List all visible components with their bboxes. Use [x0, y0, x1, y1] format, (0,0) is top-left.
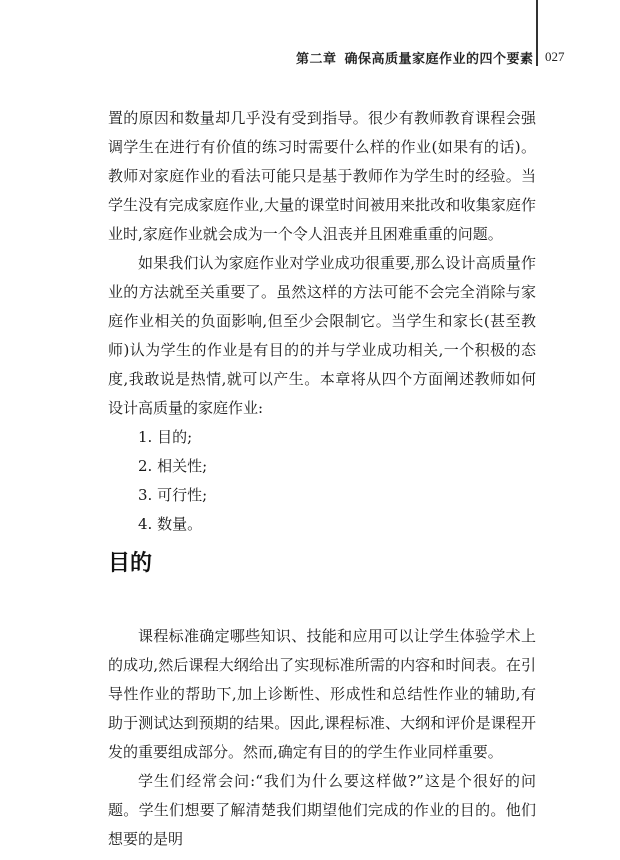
chapter-title: 确保高质量家庭作业的四个要素 — [344, 52, 534, 67]
paragraph: 置的原因和数量却几乎没有受到指导。很少有教师教育课程会强调学生在进行有价值的练习时需要什么样的作业(如果有的话)。教师对家庭作业的看法可能只是基于教师作为学生时的经验。当学生没有完成家庭作业,大量的课堂时间被用来批改和收集家庭作业时,家庭作业就会成为一个令人沮丧并且困难重重的问题。 — [108, 109, 536, 243]
paragraph: 学生们经常会问:“我们为什么要这样做?”这是个很好的问题。学生们想要了解清楚我们期望他们完成的作业的目的。他们想要的是明 — [108, 772, 536, 848]
intro-text — [108, 104, 536, 539]
page-number: 027 — [545, 49, 565, 64]
list-item: 4. 数量。 — [138, 515, 203, 533]
running-header — [296, 48, 534, 67]
section-heading: 目的 — [108, 551, 153, 576]
paragraph: 如果我们认为家庭作业对学业成功很重要,那么设计高质量作业的方法就至关重要了。虽然这样的方法可能不会完全消除与家庭作业相关的负面影响,但至少会限制它。当学生和家长(甚至教师)认为学生的作业是有目的的并与学业成功相关,一个积极的态度,我敢说是热情,就可以产生。本章将从四个方面阐述教师如何设计高质量的家庭作业: — [108, 254, 536, 417]
list-item: 2. 相关性; — [138, 457, 208, 475]
section-text — [108, 622, 536, 854]
chapter-label: 第二章 — [296, 52, 337, 67]
list-item: 1. 目的; — [138, 428, 193, 446]
header-divider — [536, 0, 538, 66]
element-list — [108, 423, 536, 539]
paragraph: 课程标准确定哪些知识、技能和应用可以让学生体验学术上的成功,然后课程大纲给出了实现标准所需的内容和时间表。在引导性作业的帮助下,加上诊断性、形成性和总结性作业的辅助,有助于测试达到预期的结果。因此,课程标准、大纲和评价是课程开发的重要组成部分。然而,确定有目的的学生作业同样重要。 — [108, 627, 536, 761]
list-item: 3. 可行性; — [138, 486, 208, 504]
